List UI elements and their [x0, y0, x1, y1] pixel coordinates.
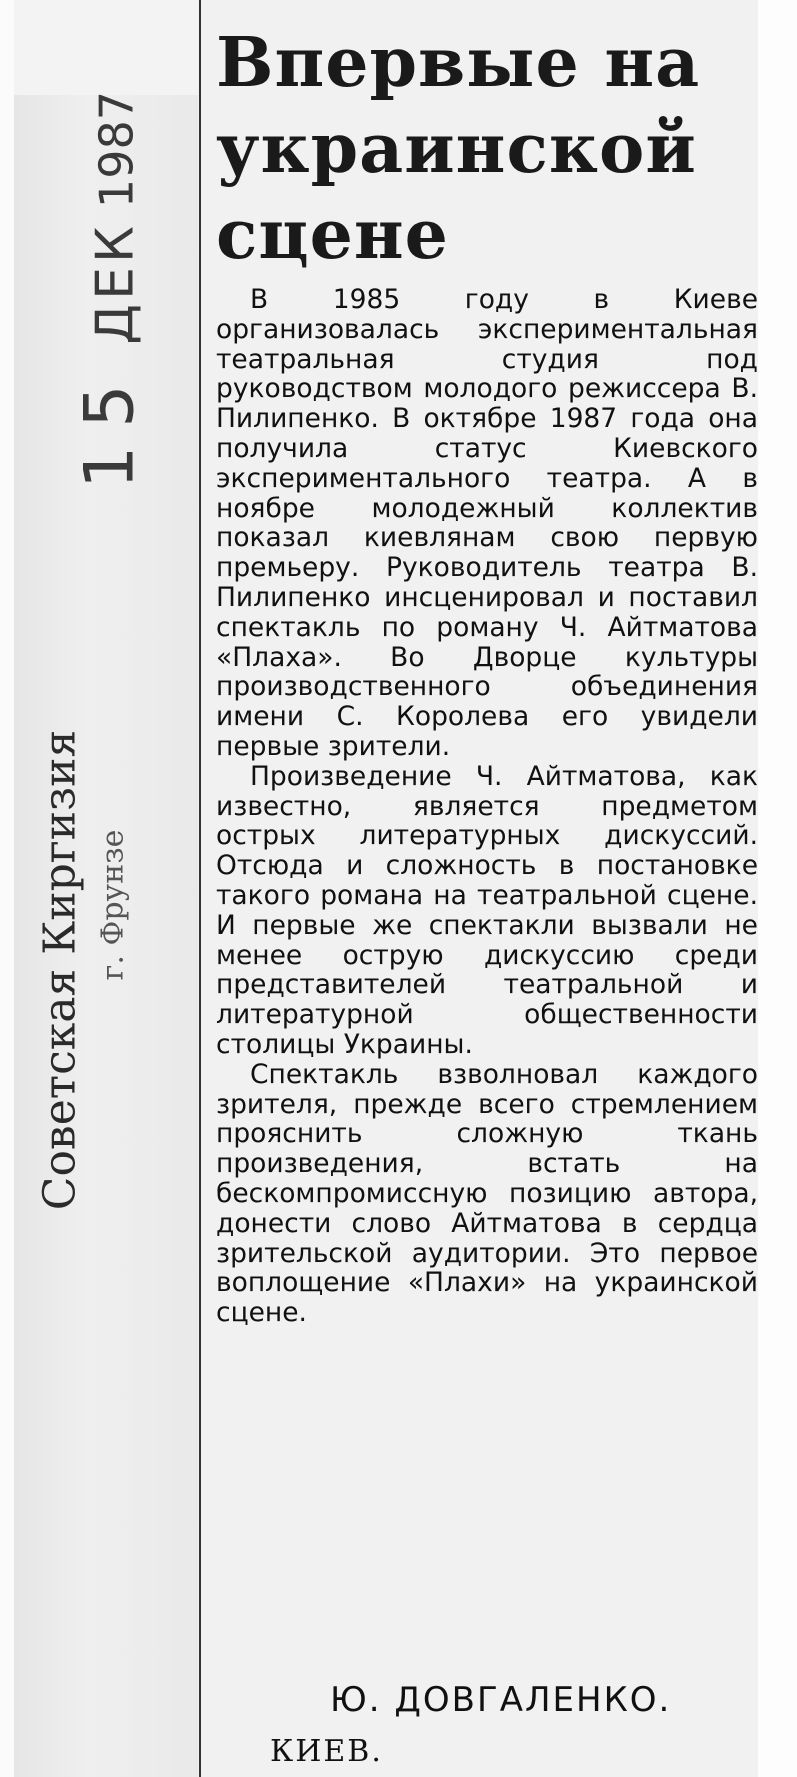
- article-city: КИЕВ.: [270, 1734, 383, 1769]
- left-paper-strip-top: [14, 0, 202, 95]
- article-paragraph: В 1985 году в Киеве организовалась экспериментальная театральная студия под руководством молодого режиссера В. Пилипенко. В октябре 1987 года она получила статус Киевского экспериментального театра. А в ноябре молодежный коллектив показал киевлянам свою первую премьеру. Руководитель театра В. Пилипенко инсценировал и поставил спектакль по роману Ч. Айтматова «Плаха». Во Дворце культуры производственного объединения имени С. Королева его увидели первые зрители.: [216, 284, 758, 762]
- source-city: г. Фрунзе: [95, 829, 131, 981]
- article-paragraph: Спектакль взволновал каждого зрителя, прежде всего стремлением прояснить сложную ткань произведения, встать на бескомпромиссную позицию автора, донести слово Айтматова в сердца зрительской аудитории. Это первое воплощение «Плахи» на украинской сцене.: [216, 1058, 758, 1329]
- article-paragraph: Произведение Ч. Айтматова, как известно, является предметом острых литературных дискуссий. Отсюда и сложность в постановке такого романа на театральной сцене. И первые же спектакли вызвали не менее острую дискуссию среди представителей театральной и литературной общественности столицы Украины.: [216, 760, 758, 1060]
- article-body: [216, 285, 758, 1328]
- column-divider: [199, 0, 201, 1777]
- article-author: Ю. ДОВГАЛЕНКО.: [330, 1680, 672, 1720]
- stamp-month: ДЕК: [85, 222, 146, 345]
- right-margin: [758, 0, 797, 1777]
- stamp-day: 15: [70, 366, 150, 490]
- stamp-year: 1987: [89, 90, 144, 209]
- date-stamp: [71, 91, 150, 489]
- source-stamp: [35, 730, 86, 1210]
- article-headline: Впервые на украинской сцене: [216, 23, 701, 275]
- newspaper-name: Советская Киргизия: [34, 729, 86, 1211]
